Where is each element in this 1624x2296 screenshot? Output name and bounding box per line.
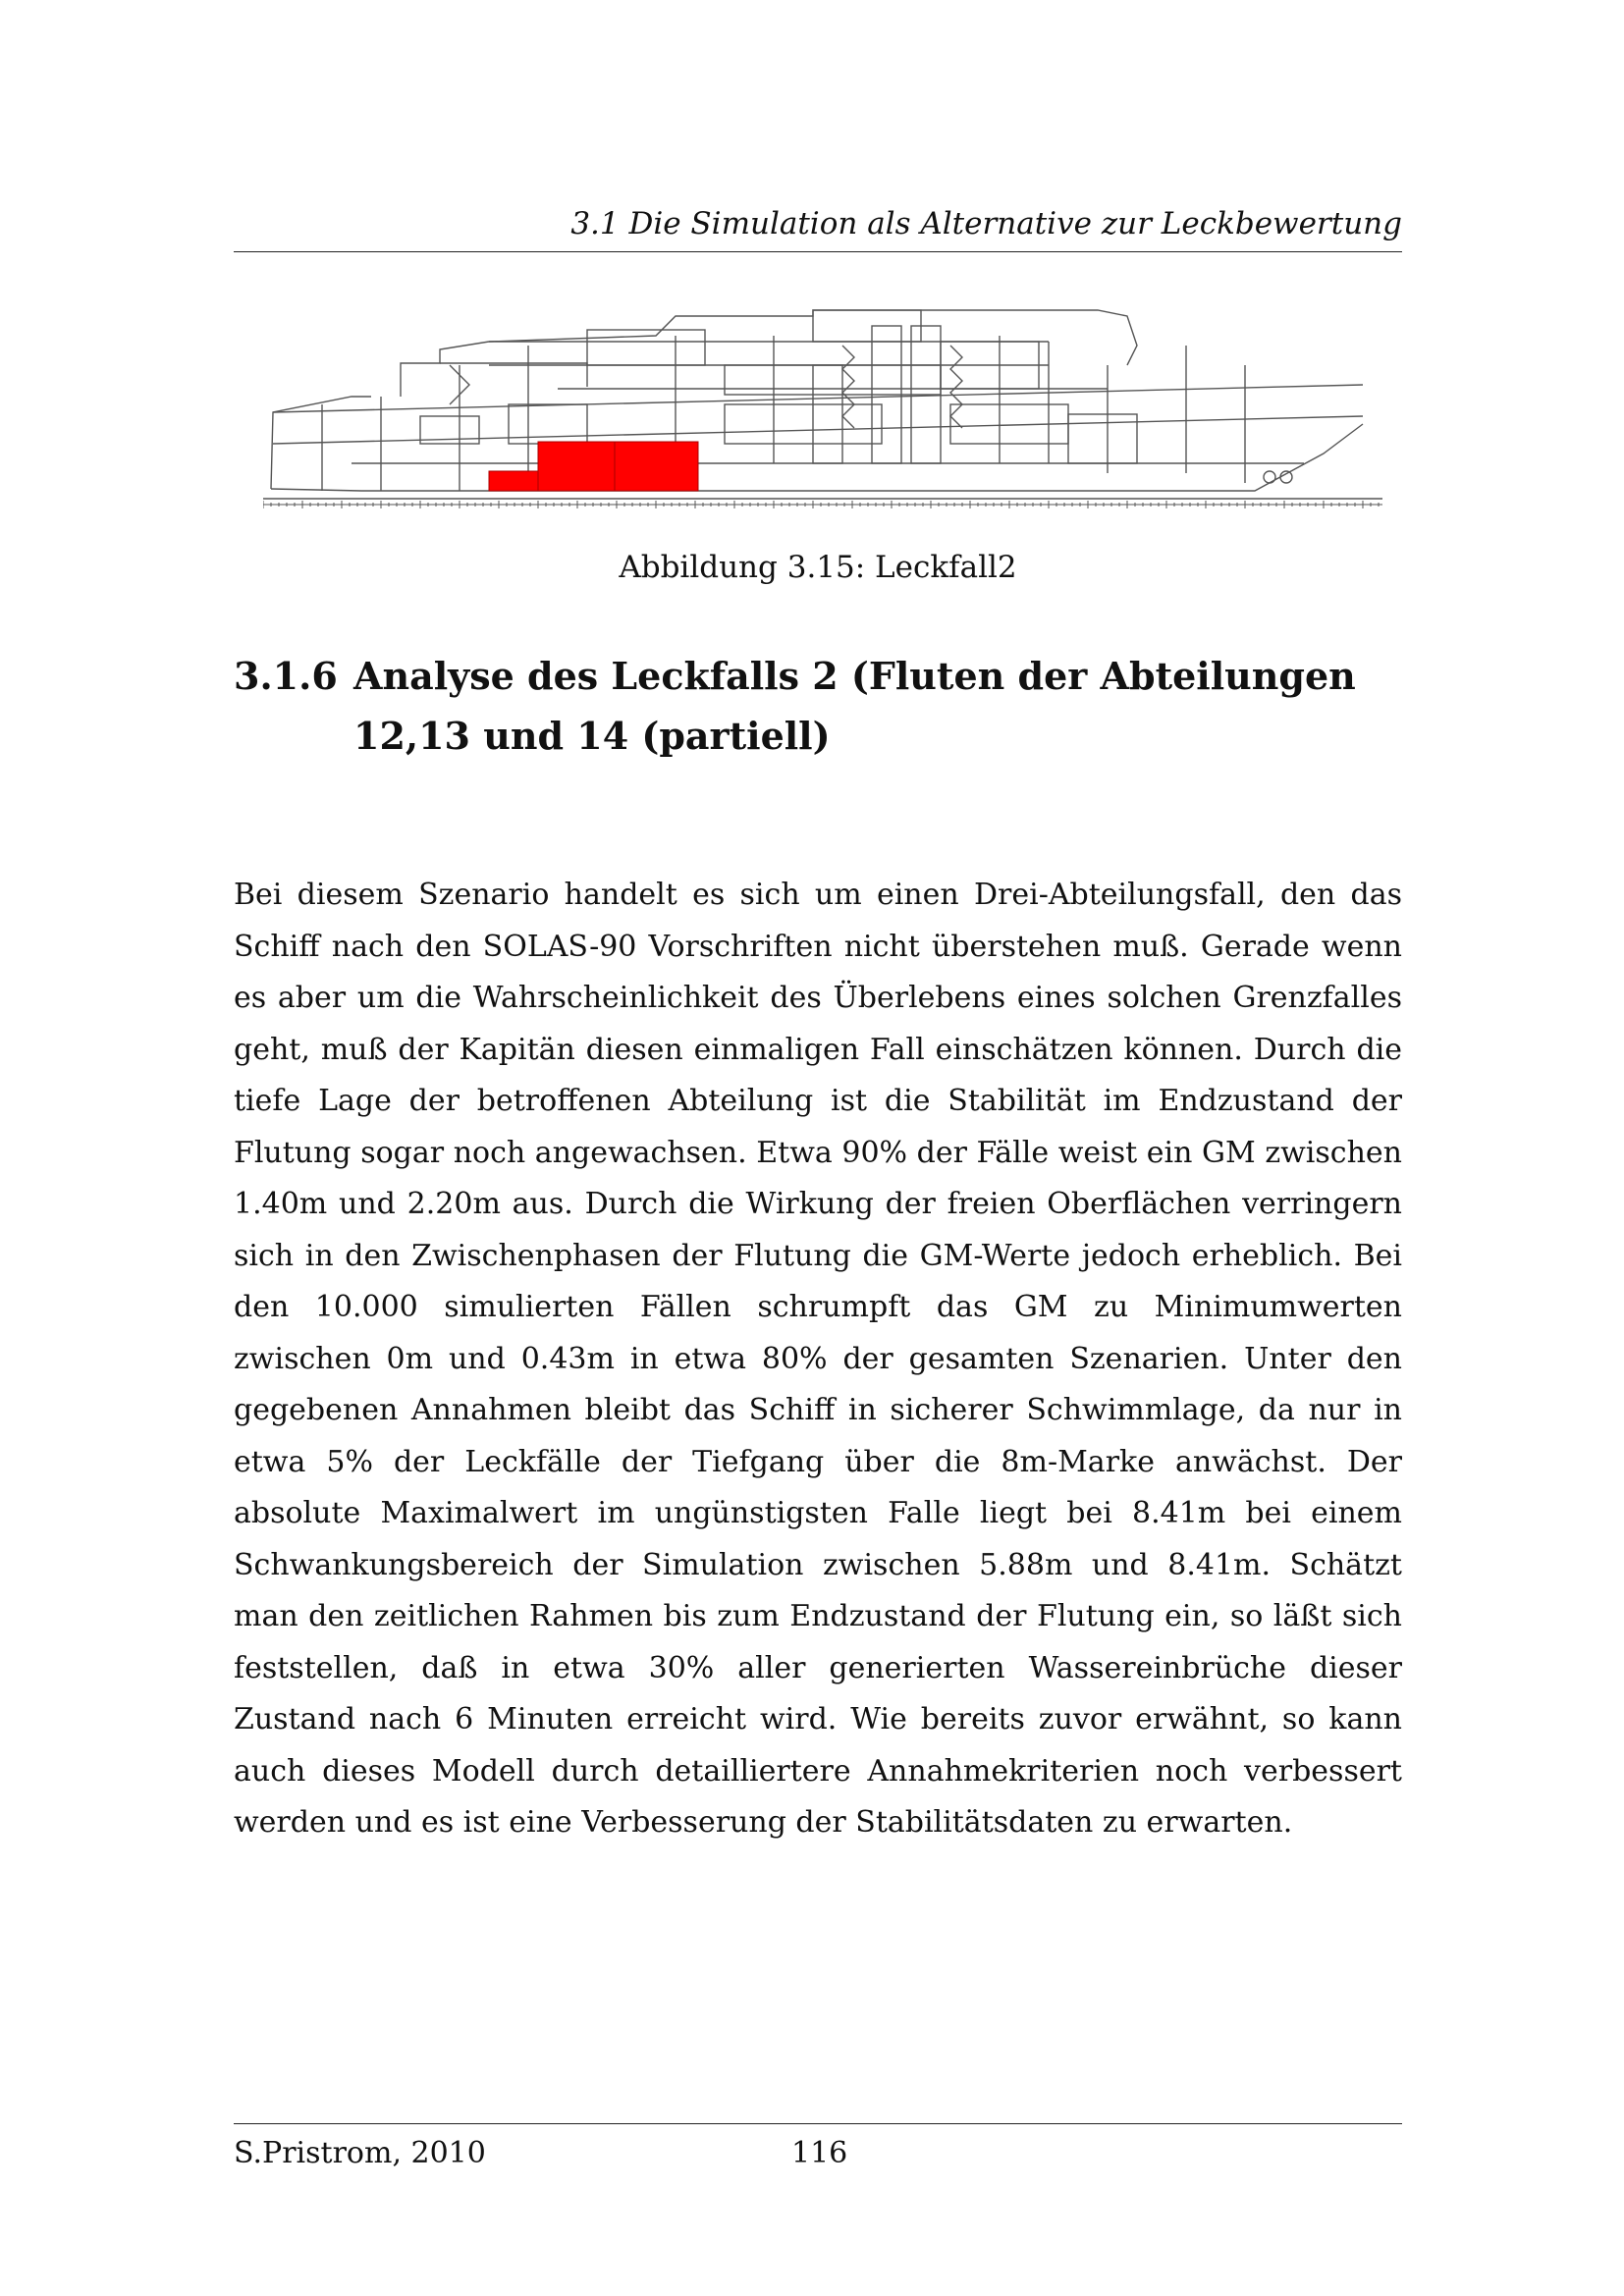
page-number: 116 bbox=[791, 2136, 848, 2170]
ship-profile-drawing bbox=[263, 306, 1382, 512]
ship-outline bbox=[263, 310, 1382, 499]
footer-author: S.Pristrom, 2010 bbox=[234, 2136, 486, 2170]
section-heading bbox=[234, 646, 1402, 766]
running-head bbox=[234, 202, 1402, 252]
figure-caption: Abbildung 3.15: Leckfall2 bbox=[619, 550, 1017, 585]
flooded-compartments bbox=[489, 442, 698, 491]
running-head-text: 3.1 Die Simulation als Alternative zur Leckbewertung bbox=[570, 206, 1402, 241]
ship-profile-figure bbox=[263, 306, 1382, 512]
body-paragraph: Bei diesem Szenario handelt es sich um einen Drei-Abteilungsfall, den das Schiff nach den SOLAS-90 Vorschriften nicht überstehen muß. Gerade wenn es aber um die Wahrscheinlichkeit des Überlebens eines solchen Grenzfalles geht, muß der Kapitän diesen einmaligen Fall einschätzen können. Durch die tiefe Lage der betroffenen Abteilung ist die Stabilität im Endzustand der Flutung sogar noch angewachsen. Etwa 90% der Fälle weist ein GM zwischen 1.40m und 2.20m aus. Durch die Wirkung der freien Oberflächen verringern sich in den Zwischenphasen der Flutung die GM-Werte jedoch erheblich. Bei den 10.000 simulierten Fällen schrumpft das GM zu Minimumwerten zwischen 0m und 0.43m in etwa 80% der gesamten Szenarien. Unter den gegebenen Annahmen bleibt das Schiff in sicherer Schwimmlage, da nur in etwa 5% der Leckfälle der Tiefgang über die 8m-Marke anwächst. Der absolute Maximalwert im ungünstigsten Falle liegt bei 8.41m bei einem Schwankungsbereich der Simulation zwischen 5.88m und 8.41m. Schätzt man den zeitlichen Rahmen bis zum Endzustand der Flutung ein, so läßt sich feststellen, daß in etwa 30% aller generierten Wassereinbrüche dieser Zustand nach 6 Minuten erreicht wird. Wie bereits zuvor erwähnt, so kann auch dieses Modell durch detailliertere Annahmekriterien noch verbessert werden und es ist eine Verbesserung der Stabilitätsdaten zu erwarten. bbox=[234, 878, 1402, 1840]
flooded-compartment-14 bbox=[615, 442, 698, 491]
flooded-compartment-13 bbox=[538, 442, 615, 491]
flooded-compartment-12 bbox=[489, 471, 538, 491]
footer-rule bbox=[234, 2123, 1402, 2124]
section-title: Analyse des Leckfalls 2 (Fluten der Abteilungen 12,13 und 14 (partiell) bbox=[353, 654, 1356, 758]
section-number: 3.1.6 bbox=[234, 654, 338, 698]
